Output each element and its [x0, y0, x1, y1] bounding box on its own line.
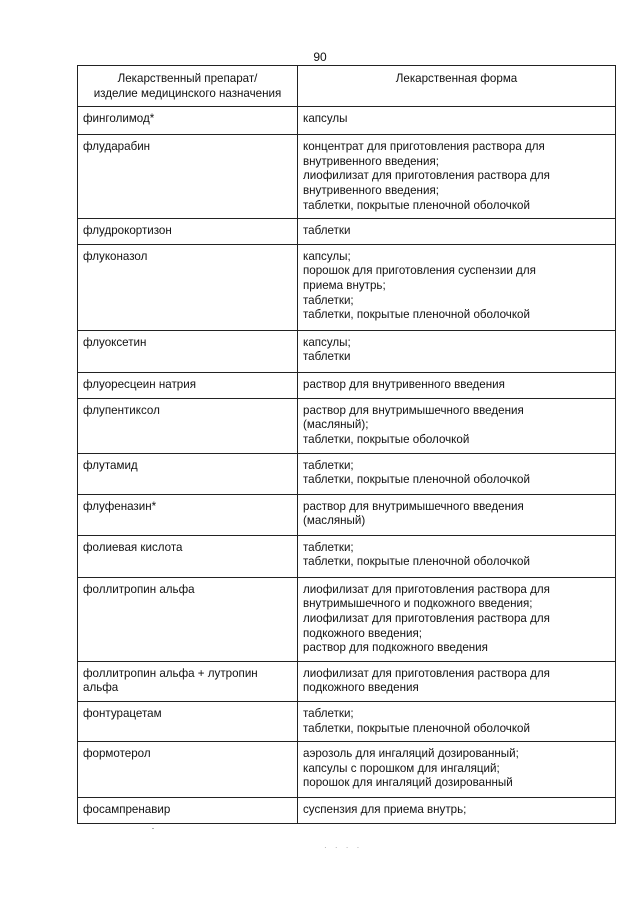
table-row: [78, 135, 616, 219]
dosage-form-cell: таблетки: [298, 219, 616, 245]
dosage-form-cell: капсулы: [298, 107, 616, 135]
drug-name-cell: флутамид: [78, 453, 298, 494]
table-row: [78, 661, 616, 701]
header-drug-name: Лекарственный препарат/ изделие медицинского назначения: [78, 66, 298, 107]
drug-name-cell: флуоресцеин натрия: [78, 372, 298, 398]
table-row: [78, 494, 616, 535]
dosage-form-cell: таблетки; таблетки, покрытые пленочной оболочкой: [298, 453, 616, 494]
drug-name-cell: фосампренавир: [78, 798, 298, 824]
table-row: [78, 798, 616, 824]
drug-name-cell: флуфеназин*: [78, 494, 298, 535]
drug-name-cell: флуконазол: [78, 244, 298, 330]
drug-name-cell: фоллитропин альфа: [78, 577, 298, 661]
table-row: [78, 219, 616, 245]
dosage-form-cell: аэрозоль для ингаляций дозированный; капсулы с порошком для ингаляций; порошок для ингаляций дозированный: [298, 742, 616, 798]
drug-name-cell: финголимод*: [78, 107, 298, 135]
dosage-form-cell: суспензия для приема внутрь;: [298, 798, 616, 824]
page-number: 90: [313, 50, 327, 64]
drug-name-cell: фоллитропин альфа + лутропин альфа: [78, 661, 298, 701]
dosage-form-cell: раствор для внутривенного введения: [298, 372, 616, 398]
drug-name-cell: флупентиксол: [78, 398, 298, 453]
dosage-form-cell: капсулы; порошок для приготовления суспензии для приема внутрь; таблетки; таблетки, покрытые пленочной оболочкой: [298, 244, 616, 330]
drug-forms-table: [77, 65, 616, 824]
table-row: [78, 244, 616, 330]
dosage-form-cell: раствор для внутримышечного введения (масляный): [298, 494, 616, 535]
drug-name-cell: фолиевая кислота: [78, 535, 298, 577]
scan-speck: [152, 828, 154, 829]
dosage-form-cell: таблетки; таблетки, покрытые пленочной оболочкой: [298, 701, 616, 741]
drug-name-cell: формотерол: [78, 742, 298, 798]
table-row: [78, 372, 616, 398]
header-dosage-form: Лекарственная форма: [298, 66, 616, 107]
drug-name-cell: флуоксетин: [78, 330, 298, 372]
dosage-form-cell: концентрат для приготовления раствора для внутривенного введения; лиофилизат для приготовления раствора для внутривенного введения; таблетки, покрытые пленочной оболочкой: [298, 135, 616, 219]
table-row: [78, 535, 616, 577]
table-row: [78, 742, 616, 798]
dosage-form-cell: лиофилизат для приготовления раствора для подкожного введения: [298, 661, 616, 701]
table-row: [78, 398, 616, 453]
table-header-row: [78, 66, 616, 107]
dosage-form-cell: капсулы; таблетки: [298, 330, 616, 372]
drug-name-cell: флударабин: [78, 135, 298, 219]
drug-name-cell: флудрокортизон: [78, 219, 298, 245]
dosage-form-cell: раствор для внутримышечного введения (масляный); таблетки, покрытые оболочкой: [298, 398, 616, 453]
table-row: [78, 107, 616, 135]
table-row: [78, 453, 616, 494]
table-row: [78, 701, 616, 741]
table-row: [78, 577, 616, 661]
dosage-form-cell: лиофилизат для приготовления раствора для внутримышечного и подкожного введения; лиофилизат для приготовления раствора для подкожного введения; раствор для подкожного введения: [298, 577, 616, 661]
dosage-form-cell: таблетки; таблетки, покрытые пленочной оболочкой: [298, 535, 616, 577]
table-row: [78, 330, 616, 372]
scan-specks: · · · ·: [324, 843, 363, 852]
drug-name-cell: фонтурацетам: [78, 701, 298, 741]
